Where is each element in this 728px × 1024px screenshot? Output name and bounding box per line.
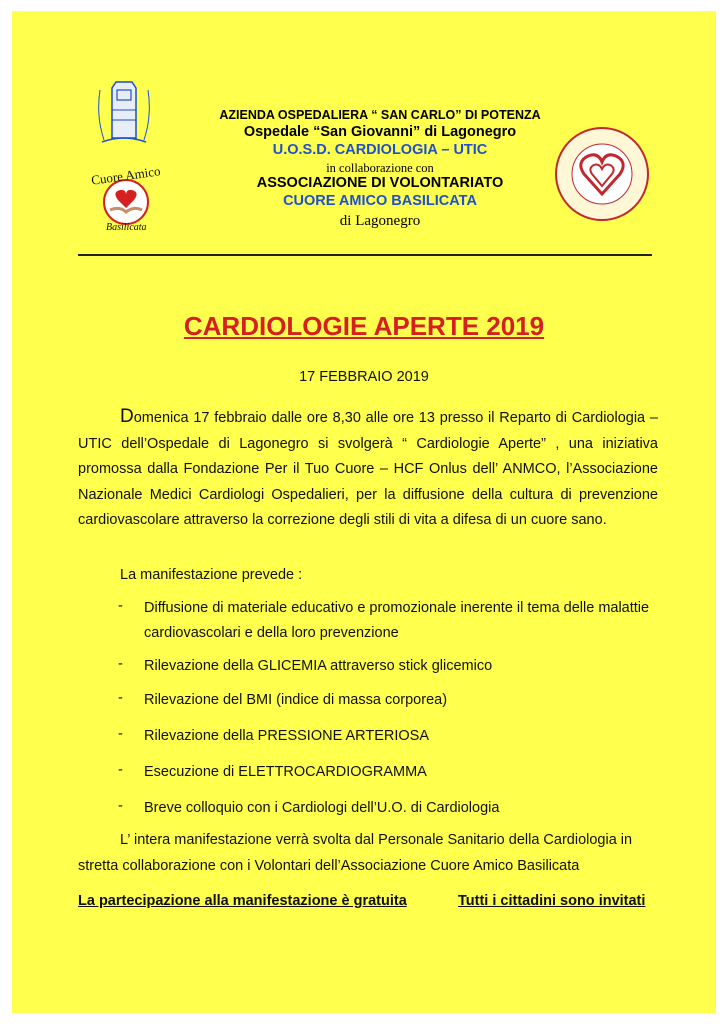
event-date: 17 FEBBRAIO 2019 — [299, 369, 429, 385]
header-cuore-amico: CUORE AMICO BASILICATA — [283, 193, 477, 209]
bullet-marker: - — [118, 726, 123, 742]
footer-invitati: Tutti i cittadini sono invitati — [458, 893, 646, 909]
closing-paragraph: L’ intera manifestazione verrà svolta dal Personale Sanitario della Cardiologia in stretta collaborazione con i Volontari dell’Associazione Cuore Amico Basilicata — [78, 832, 633, 874]
footer-gratuita: La partecipazione alla manifestazione è gratuita — [78, 893, 407, 909]
header-associazione: ASSOCIAZIONE DI VOLONTARIATO — [256, 175, 504, 191]
bullet-marker: - — [118, 690, 123, 706]
header-collaborazione: in collaborazione con — [326, 161, 434, 175]
bullet-marker: - — [118, 598, 123, 614]
prevede-label: La manifestazione prevede : — [120, 567, 303, 583]
list-item: Rilevazione della PRESSIONE ARTERIOSA — [144, 728, 430, 744]
bullet-marker: - — [118, 798, 123, 814]
bullet-marker: - — [118, 762, 123, 778]
header-azienda: AZIENDA OSPEDALIERA “ SAN CARLO” DI POTENZA — [219, 108, 541, 122]
header-uosd: U.O.S.D. CARDIOLOGIA – UTIC — [272, 142, 488, 158]
list-item: Breve colloquio con i Cardiologi dell’U.O. di Cardiologia — [144, 800, 500, 816]
basilicata-logo-text: Basilicata — [106, 222, 147, 233]
page-title: CARDIOLOGIE APERTE 2019 — [183, 311, 545, 341]
list-item: Rilevazione del BMI (indice di massa corporea) — [144, 692, 448, 708]
header-ospedale: Ospedale “San Giovanni” di Lagonegro — [243, 124, 517, 140]
cuore-amico-logo-text: Cuore Amico — [90, 163, 162, 188]
list-item: Diffusione di materiale educativo e promozionale inerente il tema delle malattie cardiovascolari e della loro prevenzione — [144, 600, 650, 641]
bullet-marker: - — [118, 656, 123, 672]
header-lagonegro: di Lagonegro — [339, 213, 421, 229]
list-item: Rilevazione della GLICEMIA attraverso stick glicemico — [144, 658, 493, 674]
intro-first-letter: D — [120, 406, 134, 427]
intro-text: omenica 17 febbraio dalle ore 8,30 alle ore 13 presso il Reparto di Cardiologia – UTIC dell’Ospedale di Lagonegro si svolgerà “ Cardiologie Aperte” , una iniziativa promossa dalla Fondazione Per il Tuo Cuore – HCF Onlus dell’ ANMCO, l’Associazione Nazionale Medici Cardiologi Ospedalieri, per la diffusione della cultura di prevenzione cardiovascolare attraverso la correzione degli stili di vita a difesa di un cuore sano. — [78, 410, 658, 528]
list-item: Esecuzione di ELETTROCARDIOGRAMMA — [144, 764, 427, 780]
